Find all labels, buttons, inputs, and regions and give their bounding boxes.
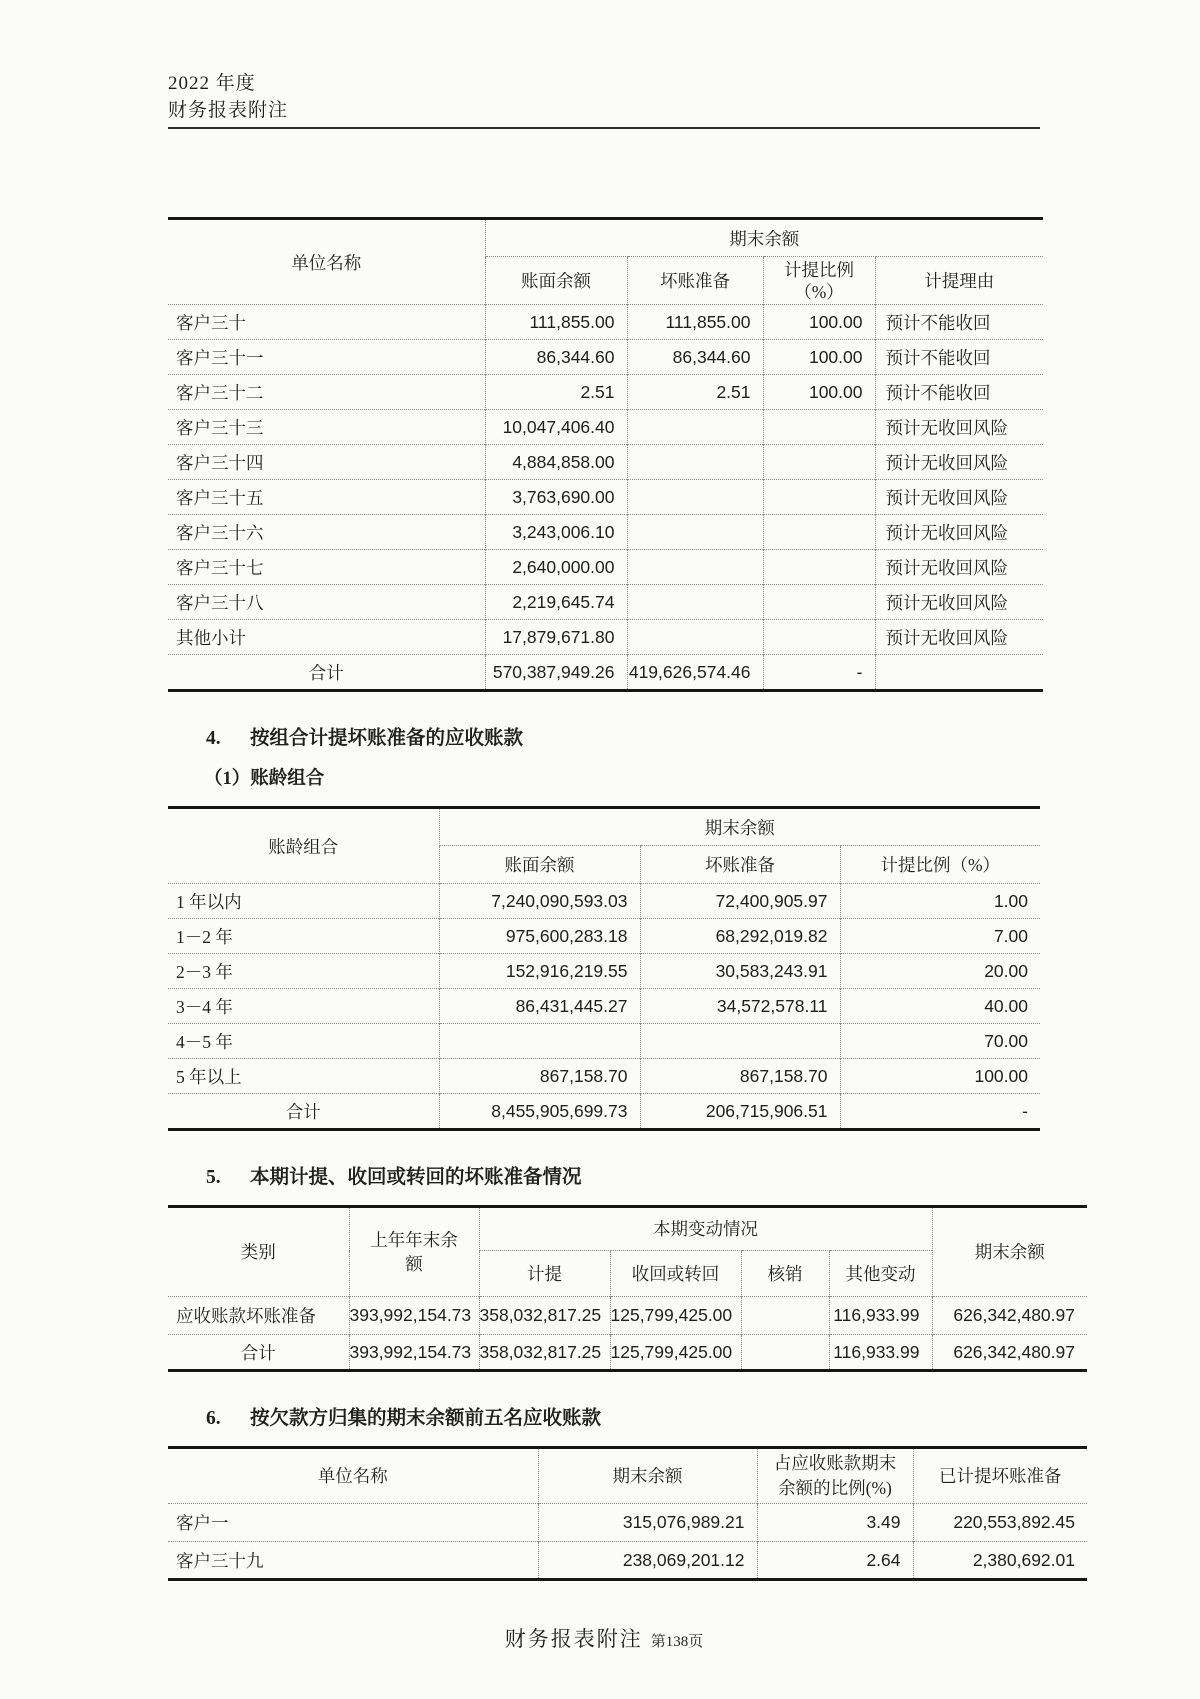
table4-col-ratio [757, 1448, 913, 1504]
cell-reason: 预计无收回风险 [875, 445, 1043, 480]
cell-total-label: 合计 [168, 1335, 349, 1371]
cell-reason: 预计无收回风险 [875, 480, 1043, 515]
cell-bad: 86,344.60 [627, 340, 763, 375]
table-row [168, 550, 1043, 585]
table-row [168, 515, 1043, 550]
section-5-heading [168, 1165, 1200, 1191]
table-row [168, 410, 1043, 445]
table2-col-aging: 账龄组合 [268, 836, 339, 857]
cell-total-reason [875, 655, 1043, 691]
table-row [168, 884, 1040, 919]
cell-ratio [763, 550, 875, 585]
cell-book: 152,916,219.55 [439, 954, 640, 989]
table-row [168, 1297, 1087, 1335]
table2-col-bad-debt: 坏账准备 [640, 846, 840, 884]
table-row [168, 954, 1040, 989]
table-row [168, 1542, 1087, 1580]
ratio-label: 计提比例 [784, 259, 854, 280]
cell-ratio: 2.64 [757, 1542, 913, 1580]
cell-total-label: 合计 [168, 1094, 439, 1130]
cell-bad: 2.51 [627, 375, 763, 410]
cell-name: 客户三十 [168, 305, 485, 340]
cell-total-ratio: - [840, 1094, 1040, 1130]
table3-col-accrual: 计提 [479, 1251, 610, 1297]
cell-bad: 34,572,578.11 [640, 989, 840, 1024]
table2-col-ratio: 计提比例（%） [840, 846, 1040, 884]
cell-book: 2,640,000.00 [485, 550, 627, 585]
cell-reason: 预计无收回风险 [875, 585, 1043, 620]
cell-name: 其他小计 [168, 620, 485, 655]
cell-ratio: 1.00 [840, 884, 1040, 919]
table1-col-ending-balance: 期末余额 [485, 219, 1043, 257]
prev-balance-label: 上年年末余额 [370, 1230, 458, 1274]
table2-total-row [168, 1094, 1040, 1130]
cell-total-book: 570,387,949.26 [485, 655, 627, 691]
provision-movement-table [168, 1205, 1087, 1372]
cell-ratio [763, 445, 875, 480]
table1-col-bad-debt: 坏账准备 [627, 257, 763, 305]
table1-col-unit: 单位名称 [291, 252, 362, 273]
cell-bad [627, 585, 763, 620]
cell-name: 客户三十九 [168, 1542, 538, 1580]
cell-bad [627, 515, 763, 550]
table2-col-book-balance: 账面余额 [439, 846, 640, 884]
cell-aging: 1 年以内 [168, 884, 439, 919]
cell-prev: 393,992,154.73 [349, 1297, 479, 1335]
cell-bad: 68,292,019.82 [640, 919, 840, 954]
cell-total-bad: 419,626,574.46 [627, 655, 763, 691]
table3-col-recover: 收回或转回 [610, 1251, 741, 1297]
cell-book: 2.51 [485, 375, 627, 410]
cell-other: 116,933.99 [829, 1335, 932, 1371]
cell-book: 17,879,671.80 [485, 620, 627, 655]
table3-col-category: 类别 [240, 1242, 276, 1262]
table-row [168, 1504, 1087, 1542]
cell-ratio [763, 515, 875, 550]
cell-ratio: 20.00 [840, 954, 1040, 989]
cell-ratio [763, 480, 875, 515]
table-row [168, 1059, 1040, 1094]
cell-bad [627, 620, 763, 655]
header-rule [168, 127, 1040, 129]
cell-reason: 预计无收回风险 [875, 620, 1043, 655]
cell-aging: 1－2 年 [168, 919, 439, 954]
table3-col-prev-balance [349, 1207, 479, 1297]
table3-col-other: 其他变动 [829, 1251, 932, 1297]
cell-accrual: 358,032,817.25 [479, 1297, 610, 1335]
table1-header-row [168, 219, 1043, 257]
cell-ratio: 100.00 [840, 1059, 1040, 1094]
cell-bad: 867,158.70 [640, 1059, 840, 1094]
cell-ratio: 70.00 [840, 1024, 1040, 1059]
cell-name: 客户三十五 [168, 480, 485, 515]
cell-ratio: 100.00 [763, 375, 875, 410]
cell-ratio [763, 410, 875, 445]
table-row [168, 919, 1040, 954]
cell-recover: 125,799,425.00 [610, 1297, 741, 1335]
table3-total-row [168, 1335, 1087, 1371]
table3-col-change: 本期变动情况 [479, 1207, 932, 1251]
cell-ratio: 40.00 [840, 989, 1040, 1024]
top-five-receivables-table [168, 1446, 1087, 1581]
cell-aging: 3－4 年 [168, 989, 439, 1024]
table-row [168, 445, 1043, 480]
cell-name: 客户三十八 [168, 585, 485, 620]
table2-header-row [168, 808, 1040, 846]
cell-total-book: 8,455,905,699.73 [439, 1094, 640, 1130]
table1-col-ratio [763, 257, 875, 305]
cell-reason: 预计无收回风险 [875, 410, 1043, 445]
table3-col-writeoff: 核销 [741, 1251, 829, 1297]
cell-provision: 2,380,692.01 [913, 1542, 1087, 1580]
ratio-unit: （%） [794, 281, 844, 302]
cell-name: 客户一 [168, 1504, 538, 1542]
cell-bad: 111,855.00 [627, 305, 763, 340]
cell-aging: 4－5 年 [168, 1024, 439, 1059]
cell-name: 客户三十一 [168, 340, 485, 375]
cell-provision: 220,553,892.45 [913, 1504, 1087, 1542]
table4-header-row [168, 1448, 1087, 1504]
table4-col-ending: 期末余额 [538, 1448, 757, 1504]
cell-bad: 30,583,243.91 [640, 954, 840, 989]
cell-reason: 预计无收回风险 [875, 550, 1043, 585]
cell-writeoff [741, 1297, 829, 1335]
table-row [168, 375, 1043, 410]
cell-book: 4,884,858.00 [485, 445, 627, 480]
cell-bad [627, 445, 763, 480]
cell-book: 3,763,690.00 [485, 480, 627, 515]
cell-ratio [763, 620, 875, 655]
cell-bad: 72,400,905.97 [640, 884, 840, 919]
cell-ratio: 100.00 [763, 340, 875, 375]
cell-ratio: 3.49 [757, 1504, 913, 1542]
cell-book: 10,047,406.40 [485, 410, 627, 445]
cell-book [439, 1024, 640, 1059]
page-footer [168, 1623, 1040, 1653]
cell-book: 867,158.70 [439, 1059, 640, 1094]
table-row [168, 1024, 1040, 1059]
cell-ratio: 100.00 [763, 305, 875, 340]
table4-col-provision: 已计提坏账准备 [913, 1448, 1087, 1504]
cell-accrual: 358,032,817.25 [479, 1335, 610, 1371]
table3-header-row [168, 1207, 1087, 1251]
cell-book: 86,344.60 [485, 340, 627, 375]
cell-other: 116,933.99 [829, 1297, 932, 1335]
cell-book: 86,431,445.27 [439, 989, 640, 1024]
cell-book: 2,219,645.74 [485, 585, 627, 620]
cell-writeoff [741, 1335, 829, 1371]
cell-bad [640, 1024, 840, 1059]
header-year: 2022 年度 [168, 73, 256, 94]
cell-reason: 预计无收回风险 [875, 515, 1043, 550]
table2-col-ending-balance: 期末余额 [439, 808, 1040, 846]
aging-portfolio-table [168, 806, 1040, 1131]
section-5-title: 本期计提、收回或转回的坏账准备情况 [250, 1167, 582, 1188]
section-4-title: 按组合计提坏账准备的应收账款 [250, 728, 524, 749]
cell-name: 客户三十三 [168, 410, 485, 445]
cell-book: 3,243,006.10 [485, 515, 627, 550]
cell-name: 客户三十六 [168, 515, 485, 550]
cell-ending: 626,342,480.97 [932, 1335, 1087, 1371]
cell-book: 111,855.00 [485, 305, 627, 340]
cell-category: 应收账款坏账准备 [168, 1297, 349, 1335]
cell-reason: 预计不能收回 [875, 305, 1043, 340]
cell-bad [627, 550, 763, 585]
section-4-number: 4. [206, 728, 221, 749]
cell-ending: 626,342,480.97 [932, 1297, 1087, 1335]
table-row [168, 340, 1043, 375]
cell-bad [627, 410, 763, 445]
cell-aging: 5 年以上 [168, 1059, 439, 1094]
cell-name: 客户三十四 [168, 445, 485, 480]
table-row [168, 989, 1040, 1024]
cell-total-bad: 206,715,906.51 [640, 1094, 840, 1130]
cell-name: 客户三十二 [168, 375, 485, 410]
table-row [168, 585, 1043, 620]
section-4-heading [168, 726, 1200, 752]
cell-reason: 预计不能收回 [875, 375, 1043, 410]
cell-ratio [763, 585, 875, 620]
cell-bad [627, 480, 763, 515]
cell-prev: 393,992,154.73 [349, 1335, 479, 1371]
table1-col-reason: 计提理由 [875, 257, 1043, 305]
cell-ending: 315,076,989.21 [538, 1504, 757, 1542]
ratio-of-total-label: 占应收账款期末余额的比例(%) [773, 1453, 897, 1498]
cell-reason: 预计不能收回 [875, 340, 1043, 375]
cell-aging: 2－3 年 [168, 954, 439, 989]
cell-book: 975,600,283.18 [439, 919, 640, 954]
section-6-heading [168, 1406, 1200, 1432]
table1-col-book-balance: 账面余额 [485, 257, 627, 305]
cell-book: 7,240,090,593.03 [439, 884, 640, 919]
cell-name: 客户三十七 [168, 550, 485, 585]
table1-total-row [168, 655, 1043, 691]
table3-col-ending: 期末余额 [932, 1207, 1087, 1297]
footer-title: 财务报表附注 [504, 1627, 643, 1651]
page-header [168, 70, 1200, 129]
header-doc-title: 财务报表附注 [168, 100, 289, 121]
section-4-subtitle: （1）账龄组合 [204, 769, 325, 789]
footer-page-number: 第138页 [650, 1634, 704, 1650]
table4-col-unit: 单位名称 [317, 1465, 388, 1486]
section-5-number: 5. [206, 1167, 221, 1188]
cell-ending: 238,069,201.12 [538, 1542, 757, 1580]
section-6-number: 6. [206, 1408, 221, 1429]
cell-total-label: 合计 [168, 655, 485, 691]
table-row [168, 305, 1043, 340]
cell-total-ratio: - [763, 655, 875, 691]
cell-ratio: 7.00 [840, 919, 1040, 954]
table-row [168, 620, 1043, 655]
section-6-title: 按欠款方归集的期末余额前五名应收账款 [250, 1408, 602, 1429]
cell-recover: 125,799,425.00 [610, 1335, 741, 1371]
table-row [168, 480, 1043, 515]
bad-debt-by-customer-table [168, 217, 1043, 692]
